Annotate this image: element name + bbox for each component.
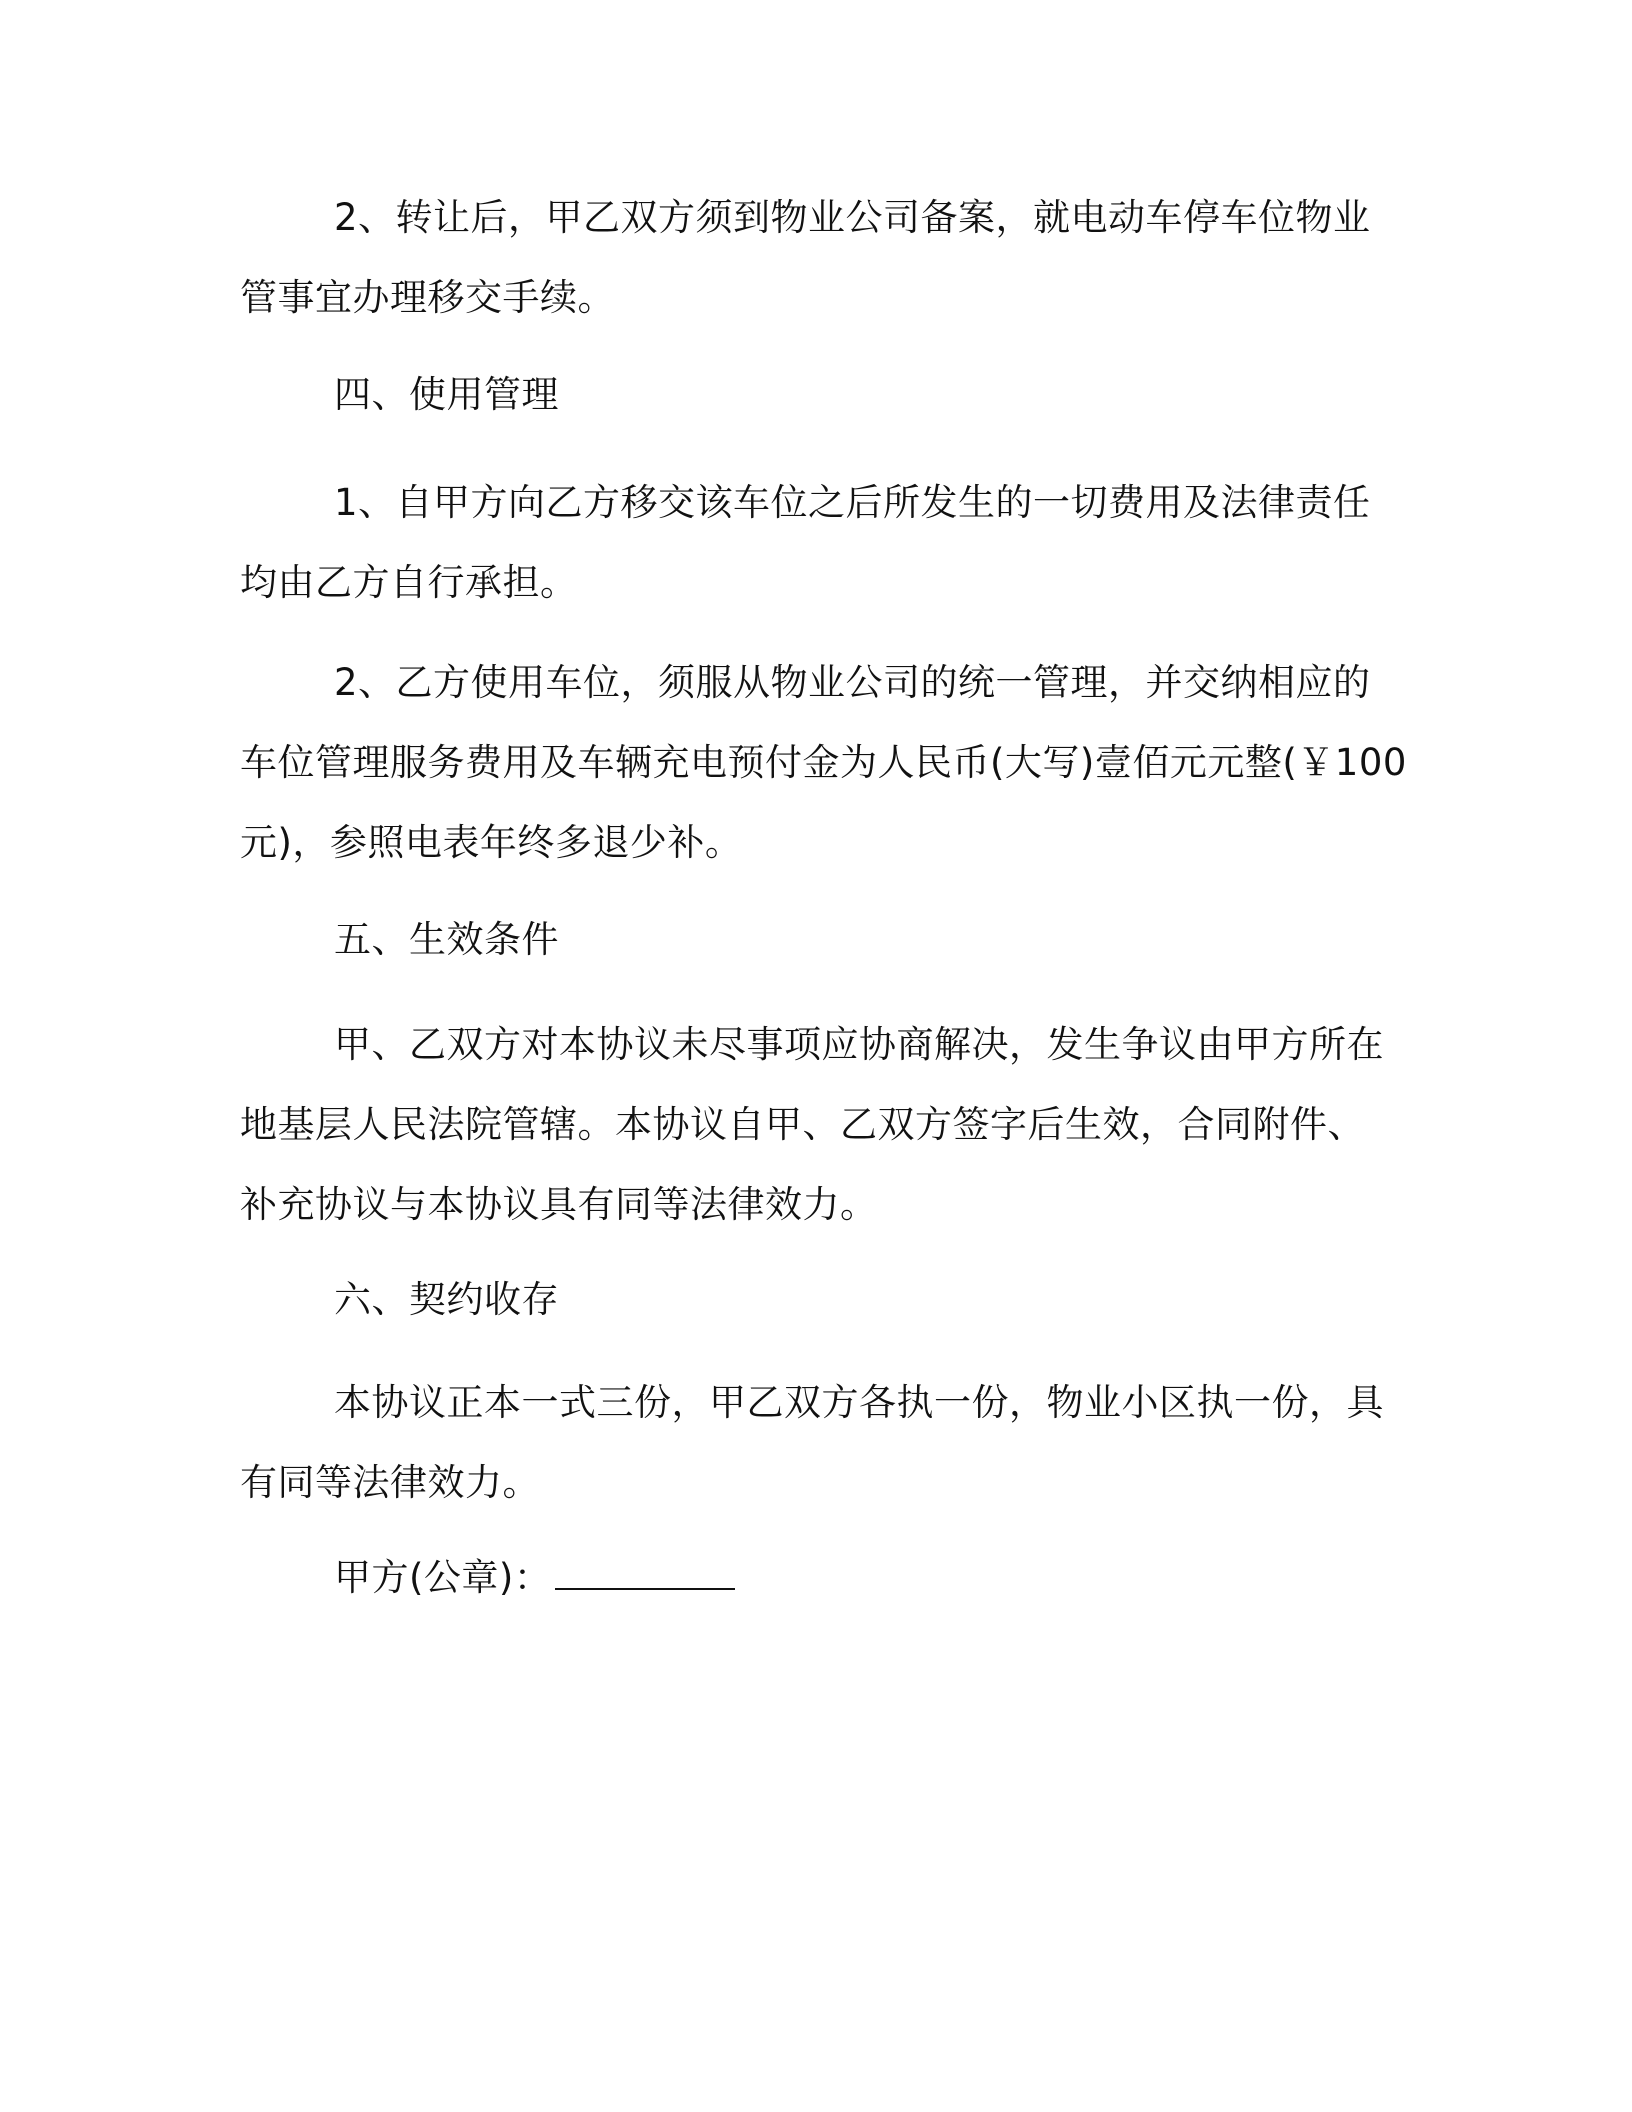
text-line: 车位管理服务费用及车辆充电预付金为人民币(大写)壹佰元元整(￥100 xyxy=(240,741,1407,784)
paragraph-costs-liability xyxy=(240,463,1380,623)
paragraph-disputes xyxy=(240,1005,1384,1245)
text-line: 2、乙方使用车位，须服从物业公司的统一管理，并交纳相应的 xyxy=(334,661,1371,704)
signature-blank xyxy=(555,1538,735,1590)
text-line: 均由乙方自行承担。 xyxy=(240,561,578,604)
section-heading-copies xyxy=(240,1260,1380,1340)
paragraph-management-fees xyxy=(240,643,1407,883)
paragraph-transfer-filing xyxy=(240,178,1380,338)
text-line: 本协议正本一式三份，甲乙双方各执一份，物业小区执一份，具 xyxy=(334,1381,1384,1424)
section-heading-effective xyxy=(240,900,1380,980)
text-line: 有同等法律效力。 xyxy=(240,1461,540,1504)
text-line: 管事宜办理移交手续。 xyxy=(240,276,615,319)
section-heading-usage xyxy=(240,355,1380,435)
text-line: 补充协议与本协议具有同等法律效力。 xyxy=(240,1183,878,1226)
text-line: 2、转让后，甲乙双方须到物业公司备案，就电动车停车位物业 xyxy=(334,196,1371,239)
heading-text: 五、生效条件 xyxy=(334,918,559,961)
text-line: 1、自甲方向乙方移交该车位之后所发生的一切费用及法律责任 xyxy=(334,481,1371,524)
paragraph-copies xyxy=(240,1363,1384,1523)
heading-text: 四、使用管理 xyxy=(334,373,559,416)
signature-line xyxy=(240,1538,1380,1618)
signature-party-a xyxy=(240,1538,1380,1618)
signature-label: 甲方(公章)： xyxy=(334,1556,552,1599)
text-line: 地基层人民法院管辖。本协议自甲、乙双方签字后生效，合同附件、 xyxy=(240,1103,1365,1146)
text-line: 元)，参照电表年终多退少补。 xyxy=(240,821,743,864)
text-line: 甲、乙双方对本协议未尽事项应协商解决，发生争议由甲方所在 xyxy=(334,1023,1384,1066)
heading-text: 六、契约收存 xyxy=(334,1278,559,1321)
